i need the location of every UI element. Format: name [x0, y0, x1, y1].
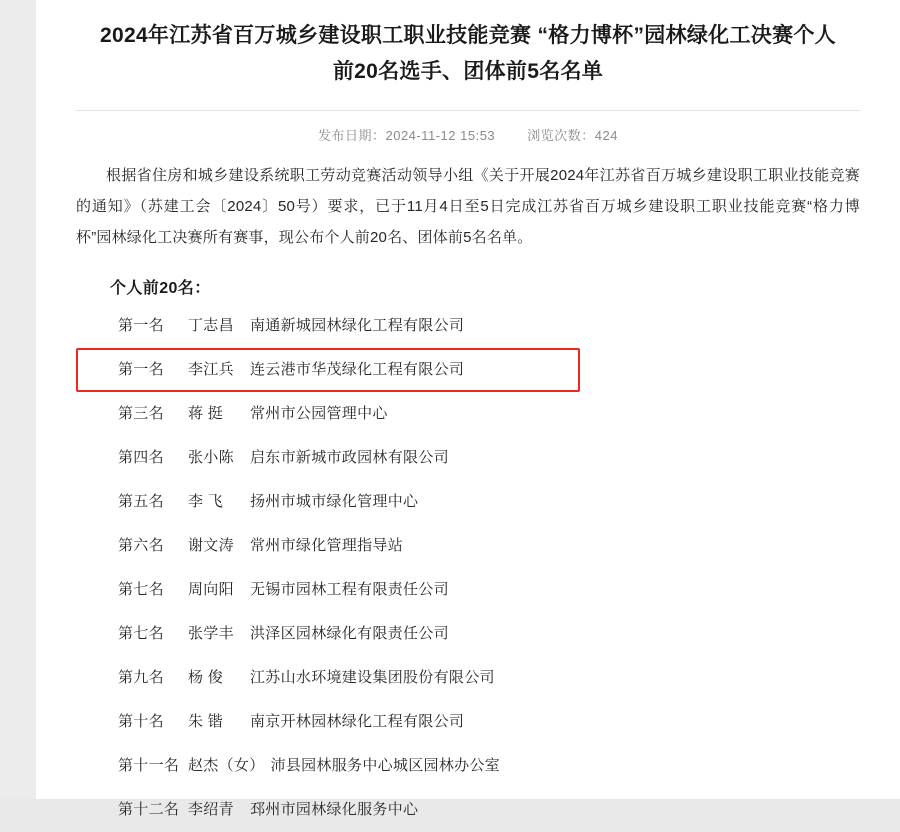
entry-org: 邳州市园林绿化服务中心 — [250, 801, 419, 818]
article-meta — [68, 111, 868, 148]
article-content — [36, 0, 900, 818]
section-heading-top20: 个人前20名： — [110, 280, 211, 297]
list-item — [76, 788, 860, 832]
entry-rank: 第五名 — [118, 493, 164, 510]
entry-name: 蒋 挺 — [188, 405, 224, 422]
entry-rank: 第七名 — [118, 581, 164, 598]
entry-org: 常州市公园管理中心 — [250, 405, 388, 422]
entry-name: 赵杰（女） — [188, 757, 265, 774]
entry-rank: 第六名 — [118, 537, 164, 554]
entry-name: 杨 俊 — [188, 669, 224, 686]
list-item — [76, 392, 860, 436]
entry-rank: 第十名 — [118, 713, 164, 730]
entry-rank: 第七名 — [118, 625, 164, 642]
list-item — [76, 612, 860, 656]
entry-rank: 第三名 — [118, 405, 164, 422]
list-item — [76, 524, 860, 568]
entry-org: 南京开林园林绿化工程有限公司 — [250, 713, 465, 730]
entry-rank: 第四名 — [118, 449, 164, 466]
view-count: 浏览次数：424 — [527, 128, 618, 143]
entry-org: 启东市新城市政园林有限公司 — [250, 449, 449, 466]
page-title: 2024年江苏省百万城乡建设职工职业技能竞赛 “格力博杯”园林绿化工决赛个人前20名选手、团体前5名名单 — [100, 24, 836, 83]
winner-list — [68, 304, 868, 832]
entry-rank: 第一名 — [118, 317, 164, 334]
entry-rank: 第一名 — [118, 361, 164, 378]
entry-org: 南通新城园林绿化工程有限公司 — [250, 317, 465, 334]
entry-name: 朱 锴 — [188, 713, 224, 730]
entry-org: 连云港市华茂绿化工程有限公司 — [250, 361, 465, 378]
list-item — [76, 436, 860, 480]
publish-date: 发布日期：2024-11-12 15:53 — [317, 128, 496, 143]
entry-name: 周向阳 — [188, 581, 234, 598]
list-item — [76, 656, 860, 700]
entry-rank: 第十二名 — [118, 801, 180, 818]
entry-rank: 第十一名 — [118, 757, 180, 774]
list-item — [76, 480, 860, 524]
entry-name: 丁志昌 — [188, 317, 234, 334]
list-item — [76, 304, 860, 348]
list-item — [76, 568, 860, 612]
entry-name: 张学丰 — [188, 625, 234, 642]
entry-org: 沛县园林服务中心城区园林办公室 — [270, 757, 501, 774]
entry-org: 无锡市园林工程有限责任公司 — [250, 581, 449, 598]
entry-org: 扬州市城市绿化管理中心 — [250, 493, 419, 510]
list-item — [76, 700, 860, 744]
entry-org: 常州市绿化管理指导站 — [250, 537, 404, 554]
entry-name: 谢文涛 — [188, 537, 234, 554]
entry-name: 张小陈 — [188, 449, 234, 466]
entry-org: 江苏山水环境建设集团股份有限公司 — [250, 669, 495, 686]
entry-org: 洪泽区园林绿化有限责任公司 — [250, 625, 449, 642]
article-paragraph: 根据省住房和城乡建设系统职工劳动竞赛活动领导小组《关于开展2024年江苏省百万城乡建设职工职业技能竞赛的通知》（苏建工会〔2024〕50号）要求，已于11月4日至5日完成江苏省百万城乡建设职工职业技能竞赛“格力博杯”园林绿化工决赛所有赛事，现公布个人前20名、团体前5名名单。 — [76, 167, 860, 246]
list-item — [76, 744, 860, 788]
entry-name: 李 飞 — [188, 493, 224, 510]
entry-rank: 第九名 — [118, 669, 164, 686]
list-item-highlighted — [76, 348, 580, 392]
entry-name: 李江兵 — [188, 361, 234, 378]
entry-name: 李绍青 — [188, 801, 234, 818]
left-margin-rail — [0, 0, 36, 799]
